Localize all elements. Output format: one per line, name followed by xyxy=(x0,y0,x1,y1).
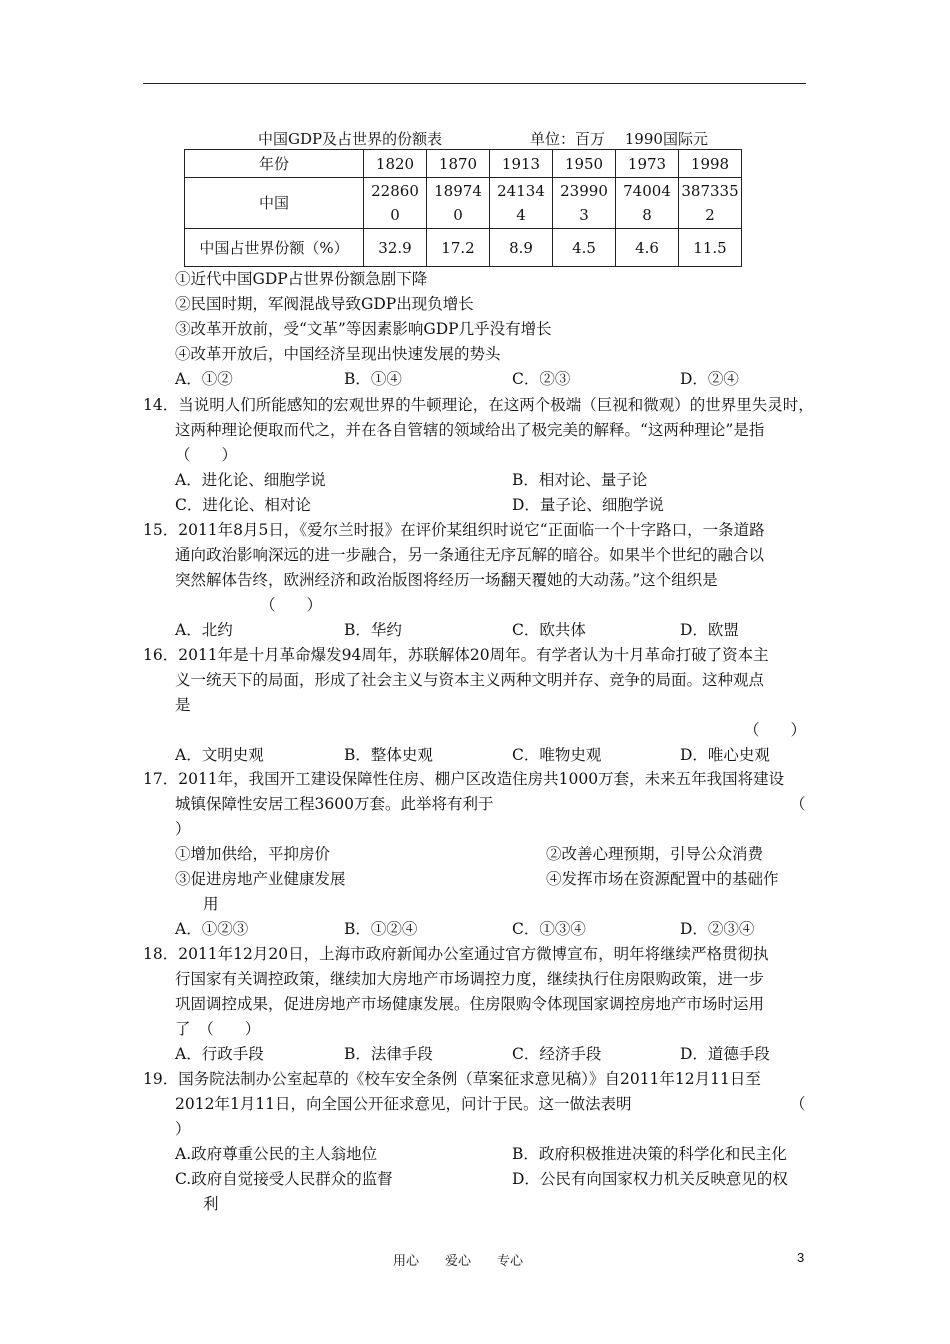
q13-option-a[interactable]: A．①② xyxy=(175,370,233,388)
q16-stem-line-2: 义一统天下的局面，形成了社会主义与资本主义两种文明并存、竞争的局面。这种观点 xyxy=(175,671,765,689)
china-label: 中国 xyxy=(185,178,364,229)
year-cell: 1820 xyxy=(364,150,427,178)
q17-option-c[interactable]: C．①③④ xyxy=(512,920,586,938)
gdp-cell: 22860 0 xyxy=(364,178,427,229)
q14-stem-line-1: 14．当说明人们所能感知的宏观世界的牛顿理论，在这两个极端（巨视和微观）的世界里失灵时， xyxy=(143,396,814,414)
q17-statement-3: ③促进房地产业健康发展 xyxy=(175,870,346,888)
q16-answer-blank: （ ） xyxy=(744,721,807,739)
q19-option-a[interactable]: A.政府尊重公民的主人翁地位 xyxy=(175,1145,378,1163)
q18-option-a[interactable]: A．行政手段 xyxy=(175,1045,264,1063)
share-cell: 4.5 xyxy=(553,229,616,267)
q15-option-c[interactable]: C．欧共体 xyxy=(512,621,586,639)
header-rule xyxy=(143,83,806,84)
gdp-cell: 387335 2 xyxy=(679,178,742,229)
q17-statement-4-cont: 用 xyxy=(203,895,219,913)
q14-option-b[interactable]: B．相对论、量子论 xyxy=(512,471,648,489)
q17-option-d[interactable]: D．②③④ xyxy=(680,920,755,938)
q19-answer-blank-close: ） xyxy=(175,1120,191,1138)
year-cell: 1973 xyxy=(616,150,679,178)
q13-statement-4: ④改革开放后，中国经济呈现出快速发展的势头 xyxy=(175,345,501,363)
q18-stem-line-3: 巩固调控成果，促进房地产市场健康发展。住房限购令体现国家调控房地产市场时运用 xyxy=(175,995,765,1013)
year-cell: 1913 xyxy=(490,150,553,178)
q17-statement-4: ④发挥市场在资源配置中的基础作 xyxy=(546,870,779,888)
q14-stem-line-2: 这两种理论便取而代之，并在各自管辖的领域给出了极完美的解释。“这两种理论”是指 xyxy=(175,421,765,439)
gdp-cell: 23990 3 xyxy=(553,178,616,229)
share-cell: 4.6 xyxy=(616,229,679,267)
q14-option-c[interactable]: C．进化论、相对论 xyxy=(175,496,311,514)
q16-option-c[interactable]: C．唯物史观 xyxy=(512,746,602,764)
share-label: 中国占世界份额（%） xyxy=(185,229,364,267)
year-cell: 1950 xyxy=(553,150,616,178)
header-label: 年份 xyxy=(185,150,364,178)
q15-stem-line-1: 15．2011年8月5日，《爱尔兰时报》在评价某组织时说它“正面临一个十字路口，一条道路 xyxy=(143,521,765,539)
q17-answer-blank-close: ） xyxy=(175,820,191,838)
q18-stem-line-2: 行国家有关调控政策，继续加大房地产市场调控力度，继续执行住房限购政策，进一步 xyxy=(175,970,765,988)
q13-option-c[interactable]: C．②③ xyxy=(512,370,571,388)
year-cell: 1998 xyxy=(679,150,742,178)
q16-stem-line-1: 16．2011年是十月革命爆发94周年，苏联解体20周年。有学者认为十月革命打破了资本主 xyxy=(143,646,769,664)
table-row xyxy=(185,150,742,178)
table-caption: 中国GDP及占世界的份额表 xyxy=(258,130,443,148)
q18-stem-line-4: 了 （ ） xyxy=(175,1020,261,1038)
q16-stem-line-3: 是 xyxy=(175,696,191,714)
table-row xyxy=(185,178,742,229)
gdp-cell: 74004 8 xyxy=(616,178,679,229)
q13-option-d[interactable]: D．②④ xyxy=(680,370,739,388)
q15-answer-blank: （ ） xyxy=(260,596,323,614)
share-cell: 11.5 xyxy=(679,229,742,267)
q19-answer-blank-open: （ xyxy=(790,1095,806,1113)
footer-motto: 用心 爱心 专心 xyxy=(393,1254,524,1269)
q19-option-d[interactable]: D．公民有向国家权力机关反映意见的权 xyxy=(512,1170,788,1188)
q18-option-d[interactable]: D．道德手段 xyxy=(680,1045,770,1063)
q19-stem-line-2: 2012年1月11日，向全国公开征求意见，问计于民。这一做法表明 xyxy=(175,1095,632,1113)
q15-stem-line-3: 突然解体告终，欧洲经济和政治版图将经历一场翻天覆她的大动荡。”这个组织是 xyxy=(175,571,718,589)
q13-statement-2: ②民国时期，军阀混战导致GDP出现负增长 xyxy=(175,295,474,313)
q17-answer-blank-open: （ xyxy=(790,795,806,813)
q14-option-a[interactable]: A．进化论、细胞学说 xyxy=(175,471,326,489)
q17-stem-line-2: 城镇保障性安居工程3600万套。此举将有利于 xyxy=(175,795,494,813)
q15-stem-line-2: 通向政治影响深远的进一步融合，另一条通往无序瓦解的暗谷。如果半个世纪的融合以 xyxy=(175,546,765,564)
q17-option-b[interactable]: B．①②④ xyxy=(344,920,418,938)
q15-option-d[interactable]: D．欧盟 xyxy=(680,621,739,639)
q18-stem-line-1: 18．2011年12月20日，上海市政府新闻办公室通过官方微博宣布，明年将继续严格贯彻执 xyxy=(143,945,769,963)
q18-option-b[interactable]: B．法律手段 xyxy=(344,1045,433,1063)
q19-stem-line-1: 19．国务院法制办公室起草的《校车安全条例（草案征求意见稿）》自2011年12月11日至 xyxy=(143,1070,761,1088)
gdp-cell: 24134 4 xyxy=(490,178,553,229)
q19-option-c[interactable]: C.政府自觉接受人民群众的监督 xyxy=(175,1170,393,1188)
gdp-cell: 18974 0 xyxy=(427,178,490,229)
q16-option-b[interactable]: B．整体史观 xyxy=(344,746,433,764)
q14-answer-blank: （ ） xyxy=(175,446,238,464)
q16-option-a[interactable]: A．文明史观 xyxy=(175,746,264,764)
q17-option-a[interactable]: A．①②③ xyxy=(175,920,249,938)
share-cell: 17.2 xyxy=(427,229,490,267)
q19-option-d-cont: 利 xyxy=(203,1195,219,1213)
page-number: 3 xyxy=(797,1250,805,1265)
q13-statement-3: ③改革开放前，受“文革”等因素影响GDP几乎没有增长 xyxy=(175,320,552,338)
q17-statement-2: ②改善心理预期，引导公众消费 xyxy=(546,845,764,863)
table-row xyxy=(185,229,742,267)
share-cell: 8.9 xyxy=(490,229,553,267)
q19-option-b[interactable]: B．政府积极推进决策的科学化和民主化 xyxy=(512,1145,787,1163)
q16-option-d[interactable]: D．唯心史观 xyxy=(680,746,770,764)
q18-option-c[interactable]: C．经济手段 xyxy=(512,1045,602,1063)
q17-stem-line-1: 17．2011年，我国开工建设保障性住房、棚户区改造住房共1000万套，未来五年我国将建设 xyxy=(143,770,785,788)
q13-option-b[interactable]: B．①④ xyxy=(344,370,402,388)
q17-statement-1: ①增加供给，平抑房价 xyxy=(175,845,331,863)
q15-option-b[interactable]: B．华约 xyxy=(344,621,402,639)
q14-option-d[interactable]: D．量子论、细胞学说 xyxy=(512,496,664,514)
table-unit: 单位：百万 1990国际元 xyxy=(530,130,708,148)
share-cell: 32.9 xyxy=(364,229,427,267)
gdp-table xyxy=(184,149,742,267)
q15-option-a[interactable]: A．北约 xyxy=(175,621,233,639)
year-cell: 1870 xyxy=(427,150,490,178)
q13-statement-1: ①近代中国GDP占世界份额急剧下降 xyxy=(175,270,428,288)
